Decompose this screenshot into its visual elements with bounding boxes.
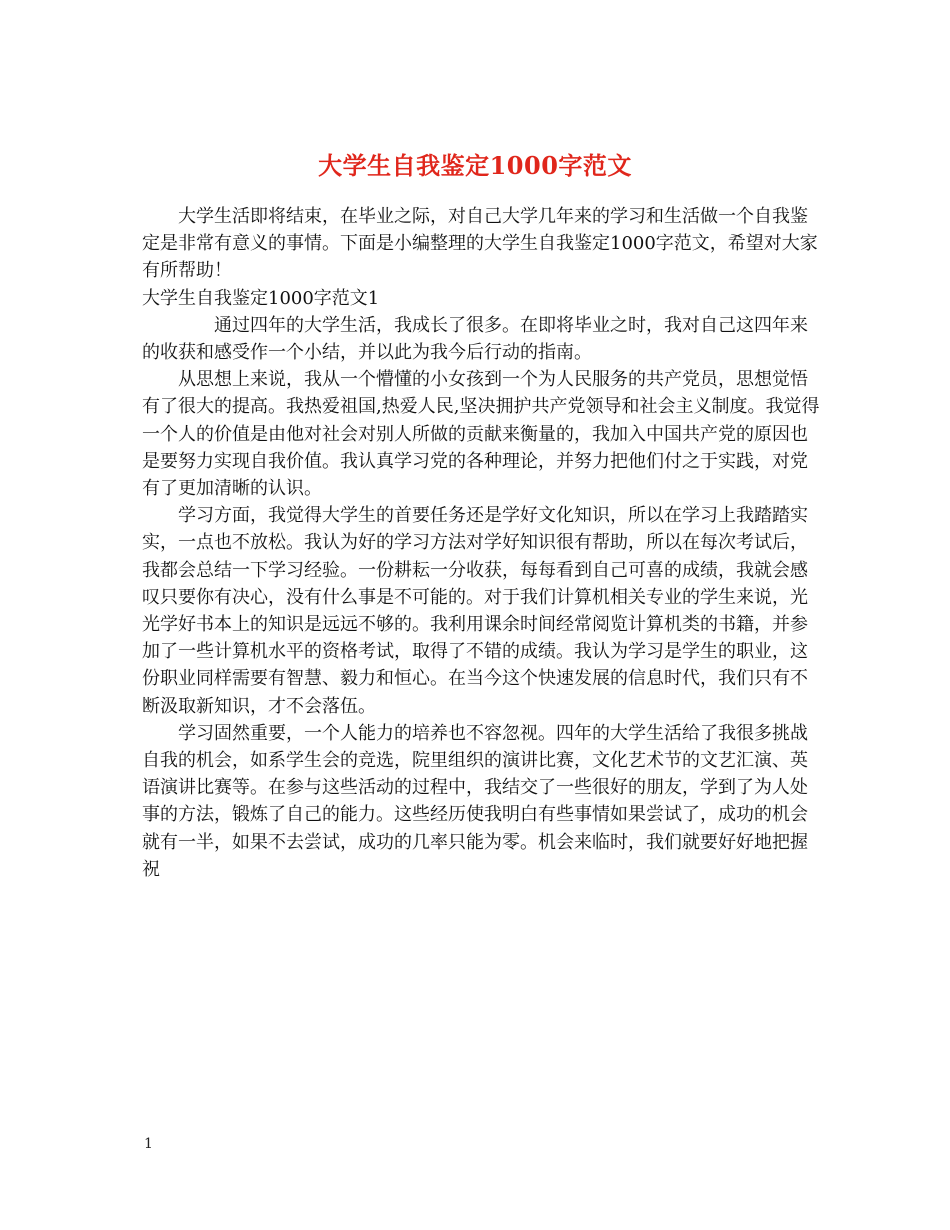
document-title: 大学生自我鉴定1000字范文: [318, 151, 632, 181]
paragraph-2: 从思想上来说，我从一个懵懂的小女孩到一个为人民服务的共产党员，思想觉悟有了很大的提高。我热爱祖国,热爱人民,坚决拥护共产党领导和社会主义制度。我觉得一个人的价值是由他对社会对别人所做的贡献来衡量的，我加入中国共产党的原因也是要努力实现自我价值。我认真学习党的各种理论，并努力把他们付之于实践，对党有了更加清晰的认识。: [142, 369, 820, 500]
paragraph-1: 通过四年的大学生活，我成长了很多。在即将毕业之时，我对自己这四年来的收获和感受作一个小结，并以此为我今后行动的指南。: [142, 314, 808, 364]
page-number: 1: [144, 1136, 153, 1152]
section-heading: 大学生自我鉴定1000字范文1: [142, 287, 380, 309]
paragraph-4: 学习固然重要，一个人能力的培养也不容忽视。四年的大学生活给了我很多挑战自我的机会，如系学生会的竞选，院里组织的演讲比赛，文化艺术节的文艺汇演、英语演讲比赛等。在参与这些活动的过程中，我结交了一些很好的朋友，学到了为人处事的方法，锻炼了自己的能力。这些经历使我明白有些事情如果尝试了，成功的机会就有一半，如果不去尝试，成功的几率只能为零。机会来临时，我们就要好好地把握祝: [142, 722, 808, 880]
paragraph-3: 学习方面，我觉得大学生的首要任务还是学好文化知识，所以在学习上我踏踏实实，一点也不放松。我认为好的学习方法对学好知识很有帮助，所以在每次考试后，我都会总结一下学习经验。一份耕耘一分收获，每每看到自己可喜的成绩，我就会感叹只要你有决心，没有什么事是不可能的。对于我们计算机相关专业的学生来说，光光学好书本上的知识是远远不够的。我利用课余时间经常阅览计算机类的书籍，并参加了一些计算机水平的资格考试，取得了不错的成绩。我认为学习是学生的职业，这份职业同样需要有智慧、毅力和恒心。在当今这个快速发展的信息时代，我们只有不断汲取新知识，才不会落伍。: [142, 505, 808, 717]
intro-paragraph: 大学生活即将结束，在毕业之际，对自己大学几年来的学习和生活做一个自我鉴定是非常有意义的事情。下面是小编整理的大学生自我鉴定1000字范文，希望对大家有所帮助！: [142, 206, 818, 282]
document-body: [142, 203, 822, 883]
